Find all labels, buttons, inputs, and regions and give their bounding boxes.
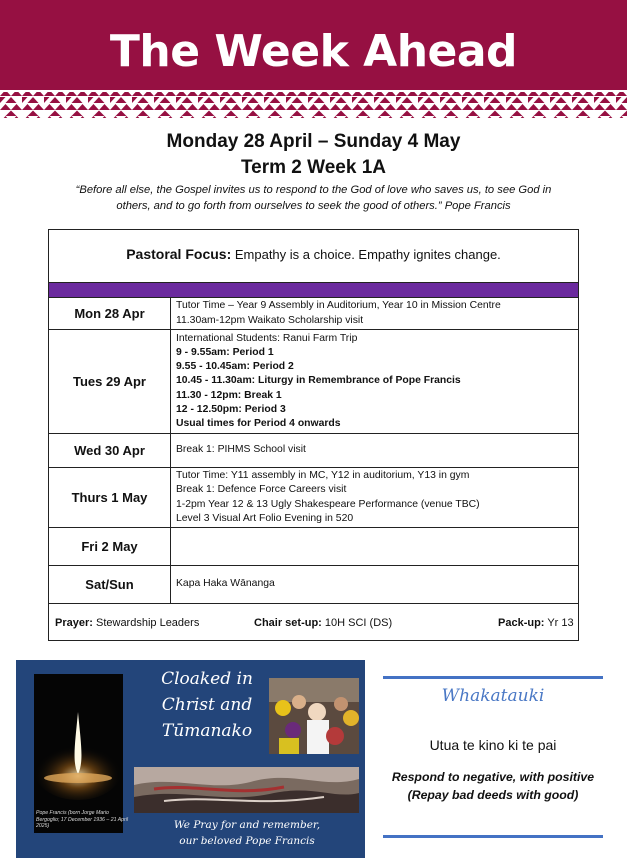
poster-caption-line: We Pray for and remember, <box>173 819 321 831</box>
detail-line: 11.30am-12pm Waikato Scholarship visit <box>176 314 364 326</box>
pastoral-focus-text: Empathy is a choice. Empathy ignites change. <box>234 247 501 262</box>
whakatauki-maori: Utua te kino ki te pai <box>429 737 557 753</box>
landscape-image <box>134 767 359 813</box>
day-details <box>176 566 574 603</box>
day-label: Mon 28 Apr <box>49 298 171 329</box>
poster-title-line: Christ and <box>161 695 253 715</box>
pope-francis-quote: “Before all else, the Gospel invites us to respond to the God of love who saves us, to see God in others, and to go forth from ourselves to seek the good of others.” Pope Francis <box>75 184 552 212</box>
schedule-row-mon <box>49 298 578 330</box>
chair-value: 10H SCI (DS) <box>324 617 393 629</box>
schedule-row-tues <box>49 330 578 434</box>
detail-line: Level 3 Visual Art Folio Evening in 520 <box>176 512 354 524</box>
pastoral-focus <box>49 230 578 282</box>
whakatauki-english: Respond to negative, with positive (Repay bad deeds with good) <box>391 770 595 802</box>
poster-title-line: Cloaked in <box>161 669 253 689</box>
whakatauki-title: Whakatauki <box>441 686 545 706</box>
chair-label: Chair set-up: <box>254 617 322 629</box>
day-details <box>176 298 574 329</box>
detail-line: Break 1: PIHMS School visit <box>176 444 306 456</box>
day-label: Sat/Sun <box>49 566 171 603</box>
day-details <box>176 468 574 527</box>
poster-caption-line: our beloved Pope Francis <box>179 835 315 847</box>
whakatauki-panel <box>383 676 603 840</box>
pack-up-duty <box>498 617 574 629</box>
detail-line: Tutor Time – Year 9 Assembly in Auditorium, Year 10 in Mission Centre <box>176 300 501 312</box>
day-label: Fri 2 May <box>49 528 171 565</box>
weekly-schedule-table <box>48 229 579 641</box>
day-label: Wed 30 Apr <box>49 434 171 467</box>
prayer-value: Stewardship Leaders <box>95 617 200 629</box>
header-banner <box>0 0 627 90</box>
candle-caption: Pope Francis (born Jorge Mario Bergoglio; 17 December 1936 – 21 April 2025) <box>36 810 129 829</box>
pope-crowd-photo <box>269 678 359 754</box>
memorial-poster <box>16 660 365 858</box>
day-details <box>176 434 574 467</box>
schedule-row-thurs <box>49 468 578 528</box>
page-title: The Week Ahead <box>109 26 518 77</box>
day-label: Tues 29 Apr <box>49 330 171 433</box>
pack-label: Pack-up: <box>498 617 545 629</box>
date-range-heading: Monday 28 April – Sunday 4 May <box>166 131 461 152</box>
whakatauki-bottom-rule <box>383 835 603 838</box>
detail-line: Break 1: Defence Force Careers visit <box>176 484 347 496</box>
day-details <box>176 528 574 565</box>
chair-setup-duty <box>254 617 392 629</box>
schedule-row-wed <box>49 434 578 468</box>
prayer-duty <box>55 617 199 629</box>
divider-bar <box>49 282 578 298</box>
term-week-heading: Term 2 Week 1A <box>240 157 387 178</box>
duties-footer <box>49 607 578 640</box>
detail-line: Usual times for Period 4 onwards <box>176 418 341 429</box>
schedule-row-fri <box>49 528 578 566</box>
pastoral-focus-label: Pastoral Focus: <box>126 246 232 262</box>
detail-line: 9.55 - 10.45am: Period 2 <box>176 361 294 373</box>
tukutuku-pattern-border <box>0 90 627 120</box>
poster-caption <box>136 817 358 849</box>
detail-line: 10.45 - 11.30am: Liturgy in Remembrance of Pope Francis <box>176 375 461 387</box>
schedule-row-weekend <box>49 566 578 604</box>
detail-line: 12 - 12.50pm: Period 3 <box>176 403 286 415</box>
prayer-label: Prayer: <box>55 617 93 629</box>
detail-line: 11.30 - 12pm: Break 1 <box>176 389 282 401</box>
detail-line: Kapa Haka Wānanga <box>176 578 275 590</box>
day-label: Thurs 1 May <box>49 468 171 527</box>
detail-line: 1-2pm Year 12 & 13 Ugly Shakespeare Performance (venue TBC) <box>176 498 480 510</box>
whakatauki-top-rule <box>383 676 603 679</box>
poster-title-line: Tūmanako <box>161 721 253 741</box>
detail-line: Tutor Time: Y11 assembly in MC, Y12 in auditorium, Y13 in gym <box>176 470 470 482</box>
day-details <box>176 330 574 433</box>
detail-line: International Students: Ranui Farm Trip <box>176 332 358 344</box>
detail-line: 9 - 9.55am: Period 1 <box>176 346 274 358</box>
pack-value: Yr 13 <box>547 617 574 629</box>
poster-title <box>151 666 263 744</box>
